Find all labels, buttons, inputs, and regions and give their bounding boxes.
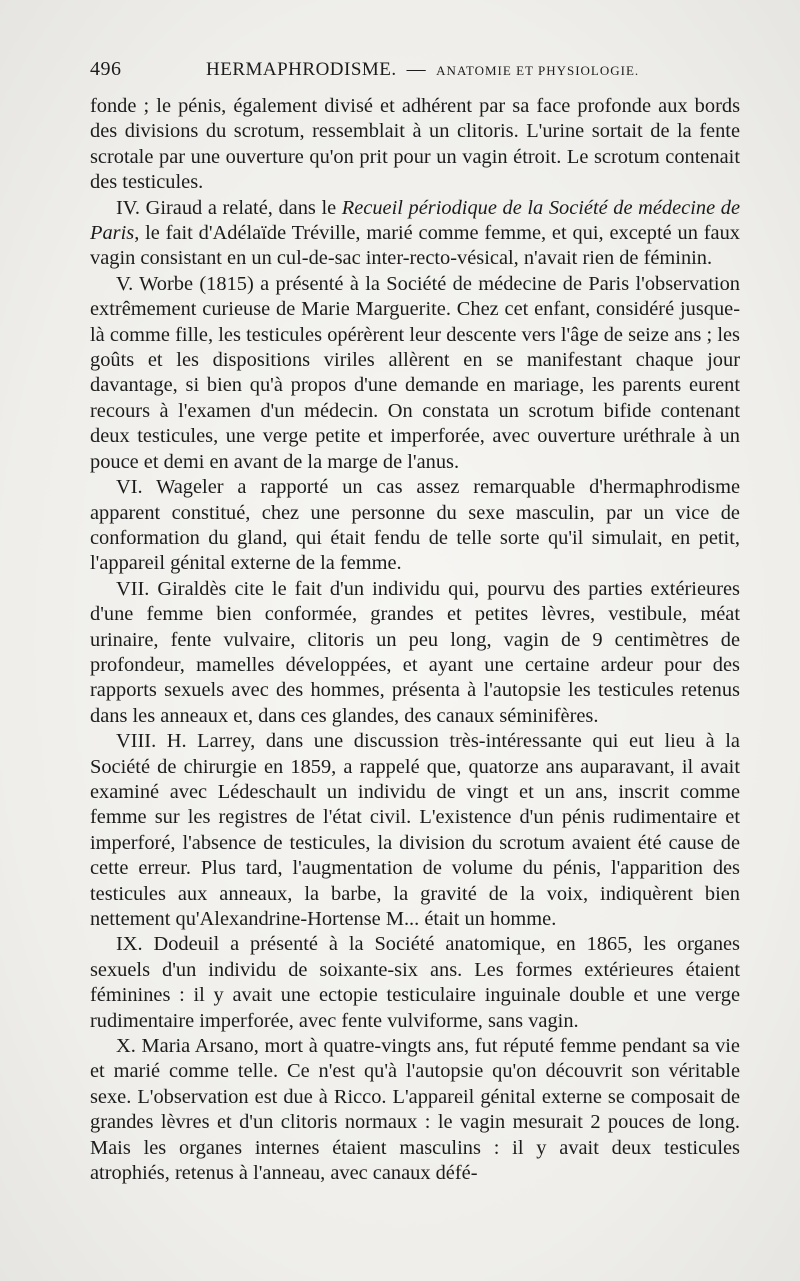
paragraph-vii: VII. Giraldès cite le fait d'un individu qui, pourvu des parties extérieures d'une femme bien conformée, grandes et petites lèvres, vestibule, méat urinaire, fente vulvaire, clitoris un peu long, vagin de 9 centimètres de profondeur, mamelles développées, et ayant une certaine ardeur pour des rapports sexuels avec des hommes, présenta à l'autopsie les testicules retenus dans les anneaux et, dans ces glandes, des canaux séminifères. <box>90 577 740 727</box>
paragraph-vi: VI. Wageler a rapporté un cas assez remarquable d'hermaphrodisme apparent constitué, chez une personne du sexe masculin, par un vice de conformation du gland, qui était fendu de telle sorte qu'il simulait, en petit, l'appareil génital externe de la femme. <box>90 476 740 575</box>
running-subtitle: ANATOMIE ET PHYSIOLOGIE. <box>436 63 640 78</box>
running-header <box>90 58 740 88</box>
body-text <box>90 94 740 1186</box>
page-number: 496 <box>90 58 122 80</box>
paragraph-ix: IX. Dodeuil a présenté à la Société anatomique, en 1865, les organes sexuels d'un individu de soixante-six ans. Les formes extérieures étaient féminines : il y avait une ectopie testiculaire inguinale double et une verge rudimentaire imperforée, avec fente vulviforme, sans vagin. <box>90 933 740 1032</box>
paragraph-iv <box>90 196 740 272</box>
paragraph-v: V. Worbe (1815) a présenté à la Société de médecine de Paris l'observation extrêmement curieuse de Marie Marguerite. Chez cet enfant, considéré jusque-là comme fille, les testicules opérèrent leur descente vers l'âge de seize ans ; les goûts et les dispositions viriles allèrent en se manifestant chaque jour davantage, si bien qu'à propos d'une demande en mariage, les parents eurent recours à l'examen d'un médecin. On constata un scrotum bifide contenant deux testicules, une verge petite et imperforée, avec ouverture uréthrale à un pouce et demi en avant de la marge de l'anus. <box>90 272 740 473</box>
running-dash: — <box>406 59 427 80</box>
paragraph-iv-text-c: , le fait d'Adélaïde Tréville, marié comme femme, et qui, excepté un faux vagin consistant en un cul-de-sac inter-recto-vésical, n'avait rien de féminin. <box>90 222 740 270</box>
paragraph-viii: VIII. H. Larrey, dans une discussion très-intéressante qui eut lieu à la Société de chirurgie en 1859, a rappelé que, quatorze ans auparavant, il avait examiné avec Lédeschault un individu de vingt et un ans, inscrit comme femme sur les registres de l'état civil. L'existence d'un pénis rudimentaire et imperforé, l'absence de testicules, la division du scrotum avaient été cause de cette erreur. Plus tard, l'augmentation de volume du pénis, l'apparition des testicules aux anneaux, la barbe, la gravité de la voix, indiquèrent bien nettement qu'Alexandrine-Hortense M... était un homme. <box>90 730 740 930</box>
running-title: HERMAPHRODISME. <box>206 59 397 80</box>
journal-title-italic: Recueil périodique de la Société de médecine de Paris <box>90 196 741 245</box>
paragraph-continued: fonde ; le pénis, également divisé et adhérent par sa face profonde aux bords des divisions du scrotum, ressemblait à un clitoris. L'urine sortait de la fente scrotale par une ouverture qu'on prit pour un vagin étroit. Le scrotum contenait des testicules. <box>90 95 740 194</box>
paragraph-iv-text-a: IV. Giraud a relaté, dans le <box>116 196 342 219</box>
paragraph-x: X. Maria Arsano, mort à quatre-vingts ans, fut réputé femme pendant sa vie et marié comme telle. Ce n'est qu'à l'autopsie qu'on découvrit son véritable sexe. L'observation est due à Ricco. L'appareil génital externe se composait de grandes lèvres et d'un clitoris normaux : le vagin mesurait 2 pouces de long. Mais les organes internes étaient masculins : il y avait deux testicules atrophiés, retenus à l'anneau, avec canaux défé- <box>90 1035 740 1185</box>
